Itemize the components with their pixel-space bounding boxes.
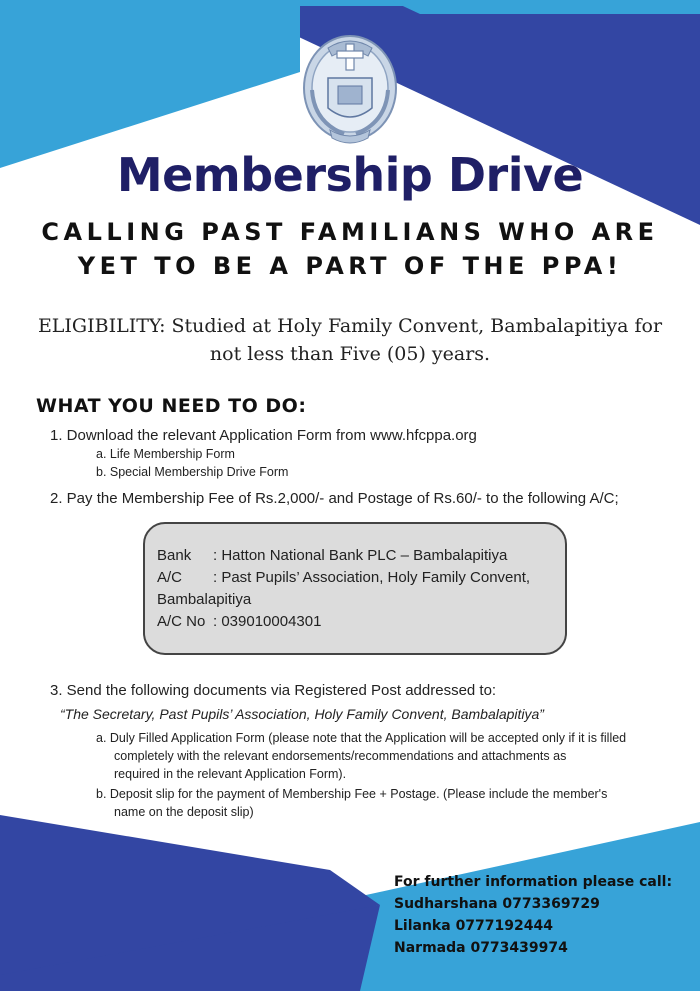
step-3-item-a-line-1: a. Duly Filled Application Form (please note that the Application will be accepted only if it is filled <box>96 731 627 745</box>
step-1-option-b: b. Special Membership Drive Form <box>96 465 289 479</box>
steps-heading: WHAT YOU NEED TO DO: <box>36 395 307 417</box>
account-number-label: A/C No <box>157 613 206 630</box>
eligibility-line-1: ELIGIBILITY: Studied at Holy Family Convent, Bambalapitiya for <box>37 315 663 337</box>
account-row <box>157 569 530 586</box>
bank-value: : Hatton National Bank PLC – Bambalapitiya <box>213 547 508 564</box>
eligibility-text <box>20 312 680 368</box>
top-right-light-band <box>390 0 700 14</box>
school-crest-icon <box>298 30 402 150</box>
step-1-option-a: a. Life Membership Form <box>96 447 235 461</box>
account-value-continued: Bambalapitiya <box>157 591 252 608</box>
mailing-address: “The Secretary, Past Pupils’ Association, Holy Family Convent, Bambalapitiya” <box>60 706 544 722</box>
account-number-row <box>157 613 321 630</box>
bank-details-box <box>143 522 567 655</box>
subtitle-line-1: CALLING PAST FAMILIANS WHO ARE <box>41 218 659 246</box>
top-left-light-triangle <box>0 0 300 168</box>
subtitle-line-2: YET TO BE A PART OF THE PPA! <box>77 252 623 280</box>
account-label: A/C <box>157 569 183 586</box>
page-title: Membership Drive <box>116 148 584 202</box>
bank-row <box>157 547 507 564</box>
account-value: : Past Pupils’ Association, Holy Family Convent, <box>213 569 531 586</box>
contact-heading: For further information please call: <box>394 874 673 890</box>
eligibility-line-2: not less than Five (05) years. <box>209 343 491 365</box>
step-1-text: 1. Download the relevant Application Form from www.hfcppa.org <box>50 427 477 444</box>
contact-person-2: Lilanka 0777192444 <box>394 918 553 934</box>
step-3-item-a-line-2: completely with the relevant endorsements/recommendations and attachments as <box>114 749 567 763</box>
contact-person-3: Narmada 0773439974 <box>394 940 568 956</box>
step-3-item-b-line-1: b. Deposit slip for the payment of Membership Fee + Postage. (Please include the member's <box>96 787 608 801</box>
step-3-item-a-line-3: required in the relevant Application Form). <box>114 767 347 781</box>
contact-person-1: Sudharshana 0773369729 <box>394 896 600 912</box>
step-3-text: 3. Send the following documents via Registered Post addressed to: <box>50 682 497 699</box>
step-3-item-b-line-2: name on the deposit slip) <box>114 805 254 819</box>
bank-label: Bank <box>157 547 192 564</box>
account-number-value: : 039010004301 <box>213 613 322 630</box>
step-2-text: 2. Pay the Membership Fee of Rs.2,000/- and Postage of Rs.60/- to the following A/C; <box>50 490 619 507</box>
